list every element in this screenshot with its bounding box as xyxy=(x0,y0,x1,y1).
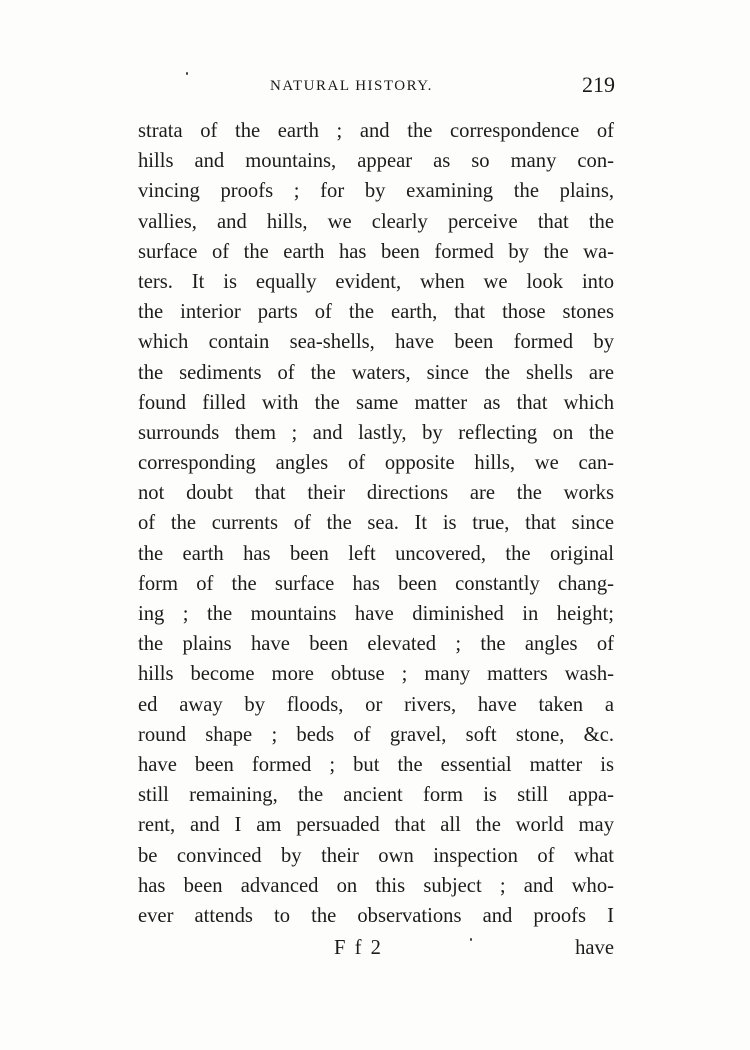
text-line: ters. It is equally evident, when we look into xyxy=(138,270,614,293)
catchword: have xyxy=(575,937,614,959)
text-line: the plains have been elevated ; the angles of xyxy=(138,633,614,656)
text-line: still remaining, the ancient form is still appa- xyxy=(138,784,614,807)
signature-mark: F f 2 xyxy=(334,937,383,959)
text-line: ed away by floods, or rivers, have taken a xyxy=(138,693,614,716)
text-line: the interior parts of the earth, that those stones xyxy=(138,301,614,324)
text-line: hills become more obtuse ; many matters wash- xyxy=(138,663,614,686)
running-title: NATURAL HISTORY. xyxy=(270,78,433,94)
text-line: corresponding angles of opposite hills, we can- xyxy=(138,452,614,475)
text-line: surface of the earth has been formed by the wa- xyxy=(138,240,614,263)
text-line: strata of the earth ; and the correspondence of xyxy=(138,120,614,142)
text-line: rent, and I am persuaded that all the world may xyxy=(138,814,614,837)
text-line: not doubt that their directions are the works xyxy=(138,482,614,505)
page-header xyxy=(270,74,615,104)
text-line: hills and mountains, appear as so many con- xyxy=(138,150,614,173)
text-line: be convinced by their own inspection of what xyxy=(138,844,614,867)
text-line: ing ; the mountains have diminished in height; xyxy=(138,603,614,625)
text-line: the sediments of the waters, since the shells are xyxy=(138,361,614,384)
ink-speck xyxy=(186,72,188,75)
text-line: vincing proofs ; for by examining the plains, xyxy=(138,180,614,203)
ink-speck xyxy=(470,938,472,941)
text-line: found filled with the same matter as that which xyxy=(138,391,614,414)
text-line: vallies, and hills, we clearly perceive that the xyxy=(138,210,614,233)
text-line: ever attends to the observations and proofs I xyxy=(138,904,614,927)
text-line: which contain sea-shells, have been formed by xyxy=(138,331,614,354)
text-line: round shape ; beds of gravel, soft stone, &c. xyxy=(138,723,614,746)
body-text xyxy=(138,116,614,931)
text-line: form of the surface has been constantly chang- xyxy=(138,572,614,595)
text-line: has been advanced on this subject ; and who- xyxy=(138,874,614,897)
text-line: of the currents of the sea. It is true, that since xyxy=(138,512,614,535)
page-footer xyxy=(138,937,614,967)
page-number: 219 xyxy=(582,72,615,97)
text-line: have been formed ; but the essential matter is xyxy=(138,753,614,776)
text-line: surrounds them ; and lastly, by reflecting on the xyxy=(138,421,614,444)
text-line: the earth has been left uncovered, the original xyxy=(138,542,614,565)
